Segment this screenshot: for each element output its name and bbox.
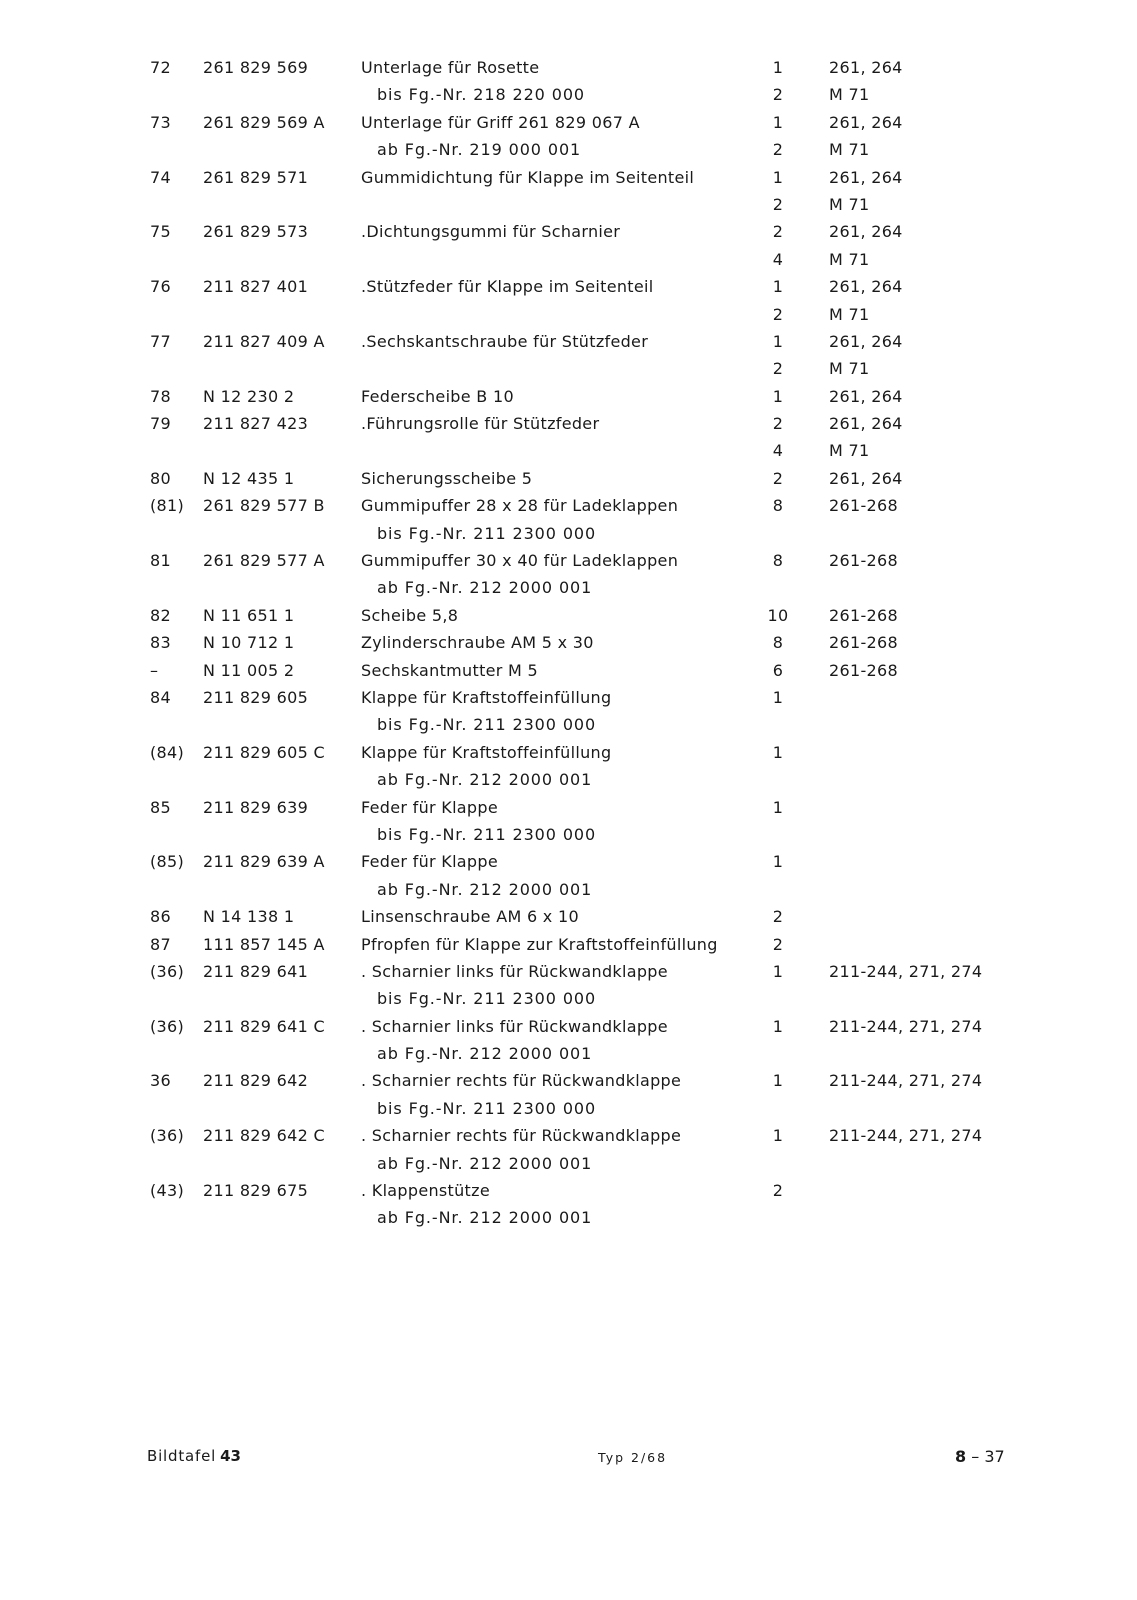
- vehicle-types: M 71: [829, 441, 870, 461]
- list-item: [0, 164, 1137, 191]
- quantity: 1: [772, 112, 784, 132]
- vehicle-types: M 71: [829, 359, 870, 379]
- position-number: 73: [150, 112, 171, 132]
- list-item: [0, 657, 1137, 684]
- serial-range-note: ab Fg.-Nr. 212 2000 001: [377, 1044, 593, 1064]
- serial-range-note: ab Fg.-Nr. 212 2000 001: [377, 1153, 593, 1173]
- list-item: [0, 1177, 1137, 1204]
- position-number: 87: [150, 934, 171, 954]
- part-description: Feder für Klappe: [361, 797, 498, 817]
- vehicle-types: 261-268: [829, 496, 898, 516]
- parts-list: [0, 54, 1137, 1232]
- list-item: [0, 465, 1137, 492]
- quantity: 2: [772, 907, 784, 927]
- quantity: 2: [772, 468, 784, 488]
- part-description: .Sechskantschraube für Stützfeder: [361, 331, 649, 351]
- position-number: 81: [150, 551, 171, 571]
- part-number: 261 829 569 A: [203, 112, 325, 132]
- part-description: Klappe für Kraftstoffeinfüllung: [361, 687, 612, 707]
- quantity: 10: [767, 605, 789, 625]
- part-description: Linsenschraube AM 6 x 10: [361, 907, 579, 927]
- list-item: [0, 931, 1137, 958]
- position-number: (36): [150, 1126, 185, 1146]
- part-number: N 12 435 1: [203, 468, 295, 488]
- quantity: 1: [772, 331, 784, 351]
- part-number: 211 829 641: [203, 961, 309, 981]
- quantity: 2: [772, 194, 784, 214]
- list-item: [0, 1013, 1137, 1040]
- list-item: [0, 54, 1137, 81]
- quantity: 1: [772, 797, 784, 817]
- list-item: [0, 848, 1137, 875]
- list-item: [0, 739, 1137, 766]
- position-number: 79: [150, 414, 171, 434]
- part-description: Scheibe 5,8: [361, 605, 459, 625]
- vehicle-types: 211-244, 271, 274: [829, 1016, 983, 1036]
- type-label: Typ 2/68: [598, 1450, 668, 1465]
- vehicle-types: 261, 264: [829, 386, 903, 406]
- vehicle-types: 211-244, 271, 274: [829, 1126, 983, 1146]
- quantity: 1: [772, 961, 784, 981]
- quantity: 1: [772, 386, 784, 406]
- part-description: . Scharnier rechts für Rückwandklappe: [361, 1126, 682, 1146]
- position-number: 82: [150, 605, 171, 625]
- quantity: 1: [772, 742, 784, 762]
- part-number: 111 857 145 A: [203, 934, 325, 954]
- list-item-note: [0, 821, 1137, 848]
- part-number: 261 829 577 B: [203, 496, 325, 516]
- part-number: 211 827 409 A: [203, 331, 325, 351]
- serial-range-note: bis Fg.-Nr. 211 2300 000: [377, 715, 597, 735]
- position-number: (81): [150, 496, 185, 516]
- page-separator: –: [966, 1447, 985, 1466]
- part-number: 211 829 642: [203, 1071, 309, 1091]
- vehicle-types: 211-244, 271, 274: [829, 961, 983, 981]
- list-item: [0, 410, 1137, 437]
- part-description: Zylinderschraube AM 5 x 30: [361, 633, 594, 653]
- serial-range-note: bis Fg.-Nr. 211 2300 000: [377, 1098, 597, 1118]
- plate-label: Bildtafel: [147, 1447, 217, 1465]
- vehicle-types: 261, 264: [829, 167, 903, 187]
- part-number: 211 829 605: [203, 687, 309, 707]
- part-description: . Scharnier links für Rückwandklappe: [361, 1016, 668, 1036]
- list-item-note: [0, 711, 1137, 738]
- serial-range-note: bis Fg.-Nr. 211 2300 000: [377, 824, 597, 844]
- position-number: –: [150, 660, 159, 680]
- vehicle-types: 261, 264: [829, 468, 903, 488]
- list-item: [0, 437, 1137, 464]
- vehicle-types: 261-268: [829, 551, 898, 571]
- serial-range-note: ab Fg.-Nr. 212 2000 001: [377, 578, 593, 598]
- part-number: N 11 005 2: [203, 660, 295, 680]
- vehicle-types: 261-268: [829, 660, 898, 680]
- list-item: [0, 218, 1137, 245]
- vehicle-types: M 71: [829, 249, 870, 269]
- vehicle-types: 261, 264: [829, 112, 903, 132]
- part-description: Gummipuffer 30 x 40 für Ladeklappen: [361, 551, 679, 571]
- quantity: 2: [772, 934, 784, 954]
- part-number: N 11 651 1: [203, 605, 295, 625]
- quantity: 1: [772, 277, 784, 297]
- serial-range-note: ab Fg.-Nr. 212 2000 001: [377, 770, 593, 790]
- serial-range-note: bis Fg.-Nr. 211 2300 000: [377, 989, 597, 1009]
- list-item-note: [0, 136, 1137, 163]
- quantity: 1: [772, 58, 784, 77]
- position-number: (43): [150, 1181, 185, 1201]
- list-item-note: [0, 876, 1137, 903]
- position-number: (85): [150, 852, 185, 872]
- vehicle-types: 261, 264: [829, 331, 903, 351]
- list-item-note: [0, 766, 1137, 793]
- serial-range-note: ab Fg.-Nr. 212 2000 001: [377, 1208, 593, 1228]
- quantity: 2: [772, 140, 784, 160]
- position-number: 85: [150, 797, 171, 817]
- vehicle-types: 261-268: [829, 605, 898, 625]
- page-number-value: 37: [984, 1447, 1005, 1466]
- page-number: [955, 1447, 1005, 1466]
- list-item: [0, 629, 1137, 656]
- quantity: 4: [772, 441, 784, 461]
- position-number: 78: [150, 386, 171, 406]
- list-item-note: [0, 1095, 1137, 1122]
- list-item: [0, 602, 1137, 629]
- list-item: [0, 794, 1137, 821]
- part-number: 211 829 639: [203, 797, 309, 817]
- part-number: 211 829 641 C: [203, 1016, 325, 1036]
- serial-range-note: ab Fg.-Nr. 219 000 001: [377, 140, 582, 160]
- part-description: Unterlage für Rosette: [361, 58, 540, 77]
- list-item: [0, 547, 1137, 574]
- part-number: 211 829 675: [203, 1181, 309, 1201]
- vehicle-types: 261, 264: [829, 414, 903, 434]
- position-number: (36): [150, 1016, 185, 1036]
- quantity: 1: [772, 687, 784, 707]
- part-description: Sechskantmutter M 5: [361, 660, 539, 680]
- vehicle-types: 211-244, 271, 274: [829, 1071, 983, 1091]
- part-number: 261 829 571: [203, 167, 309, 187]
- list-item: [0, 301, 1137, 328]
- serial-range-note: ab Fg.-Nr. 212 2000 001: [377, 879, 593, 899]
- part-description: .Stützfeder für Klappe im Seitenteil: [361, 277, 654, 297]
- part-description: Gummipuffer 28 x 28 für Ladeklappen: [361, 496, 679, 516]
- quantity: 2: [772, 222, 784, 242]
- quantity: 1: [772, 1071, 784, 1091]
- page-section: 8: [955, 1447, 967, 1466]
- vehicle-types: M 71: [829, 140, 870, 160]
- vehicle-types: 261, 264: [829, 222, 903, 242]
- part-number: 211 827 423: [203, 414, 309, 434]
- part-description: . Scharnier links für Rückwandklappe: [361, 961, 668, 981]
- quantity: 2: [772, 414, 784, 434]
- part-description: Feder für Klappe: [361, 852, 498, 872]
- page-footer: [0, 1447, 1137, 1477]
- list-item: [0, 492, 1137, 519]
- list-item: [0, 1122, 1137, 1149]
- list-item: [0, 328, 1137, 355]
- position-number: (36): [150, 961, 185, 981]
- position-number: 84: [150, 687, 171, 707]
- position-number: 75: [150, 222, 171, 242]
- list-item: [0, 958, 1137, 985]
- serial-range-note: bis Fg.-Nr. 218 220 000: [377, 85, 585, 105]
- list-item-note: [0, 520, 1137, 547]
- quantity: 4: [772, 249, 784, 269]
- part-description: Unterlage für Griff 261 829 067 A: [361, 112, 640, 132]
- position-number: 72: [150, 58, 171, 77]
- list-item: [0, 191, 1137, 218]
- part-number: 261 829 577 A: [203, 551, 325, 571]
- position-number: 36: [150, 1071, 171, 1091]
- quantity: 8: [772, 551, 784, 571]
- list-item: [0, 903, 1137, 930]
- part-description: .Dichtungsgummi für Scharnier: [361, 222, 621, 242]
- list-item-note: [0, 1204, 1137, 1231]
- part-number: N 14 138 1: [203, 907, 295, 927]
- part-number: 211 829 639 A: [203, 852, 325, 872]
- list-item: [0, 383, 1137, 410]
- list-item: [0, 273, 1137, 300]
- vehicle-types: M 71: [829, 85, 870, 105]
- quantity: 2: [772, 304, 784, 324]
- vehicle-types: 261-268: [829, 633, 898, 653]
- position-number: 83: [150, 633, 171, 653]
- list-item: [0, 109, 1137, 136]
- part-description: Sicherungsscheibe 5: [361, 468, 533, 488]
- part-number: N 10 712 1: [203, 633, 295, 653]
- vehicle-types: 261, 264: [829, 277, 903, 297]
- part-description: Federscheibe B 10: [361, 386, 514, 406]
- part-description: Pfropfen für Klappe zur Kraftstoffeinfüllung: [361, 934, 718, 954]
- vehicle-types: M 71: [829, 194, 870, 214]
- quantity: 1: [772, 1126, 784, 1146]
- list-item: [0, 355, 1137, 382]
- part-description: . Klappenstütze: [361, 1181, 490, 1201]
- position-number: (84): [150, 742, 185, 762]
- quantity: 2: [772, 85, 784, 105]
- part-number: 261 829 569: [203, 58, 309, 77]
- part-description: . Scharnier rechts für Rückwandklappe: [361, 1071, 682, 1091]
- plate-number: 43: [220, 1447, 241, 1465]
- list-item: [0, 246, 1137, 273]
- quantity: 8: [772, 633, 784, 653]
- list-item-note: [0, 574, 1137, 601]
- quantity: 2: [772, 1181, 784, 1201]
- part-description: Gummidichtung für Klappe im Seitenteil: [361, 167, 695, 187]
- position-number: 80: [150, 468, 171, 488]
- quantity: 6: [772, 660, 784, 680]
- part-number: N 12 230 2: [203, 386, 295, 406]
- list-item-note: [0, 81, 1137, 108]
- part-number: 211 829 605 C: [203, 742, 325, 762]
- list-item-note: [0, 985, 1137, 1012]
- part-number: 211 827 401: [203, 277, 309, 297]
- part-number: 261 829 573: [203, 222, 309, 242]
- part-description: .Führungsrolle für Stützfeder: [361, 414, 600, 434]
- list-item-note: [0, 1150, 1137, 1177]
- part-number: 211 829 642 C: [203, 1126, 325, 1146]
- serial-range-note: bis Fg.-Nr. 211 2300 000: [377, 523, 597, 543]
- list-item: [0, 684, 1137, 711]
- list-item-note: [0, 1040, 1137, 1067]
- quantity: 8: [772, 496, 784, 516]
- quantity: 2: [772, 359, 784, 379]
- position-number: 74: [150, 167, 171, 187]
- quantity: 1: [772, 167, 784, 187]
- vehicle-types: M 71: [829, 304, 870, 324]
- plate-reference: [147, 1447, 241, 1465]
- vehicle-types: 261, 264: [829, 58, 903, 77]
- position-number: 86: [150, 907, 171, 927]
- quantity: 1: [772, 1016, 784, 1036]
- position-number: 76: [150, 277, 171, 297]
- list-item: [0, 1067, 1137, 1094]
- position-number: 77: [150, 331, 171, 351]
- quantity: 1: [772, 852, 784, 872]
- part-description: Klappe für Kraftstoffeinfüllung: [361, 742, 612, 762]
